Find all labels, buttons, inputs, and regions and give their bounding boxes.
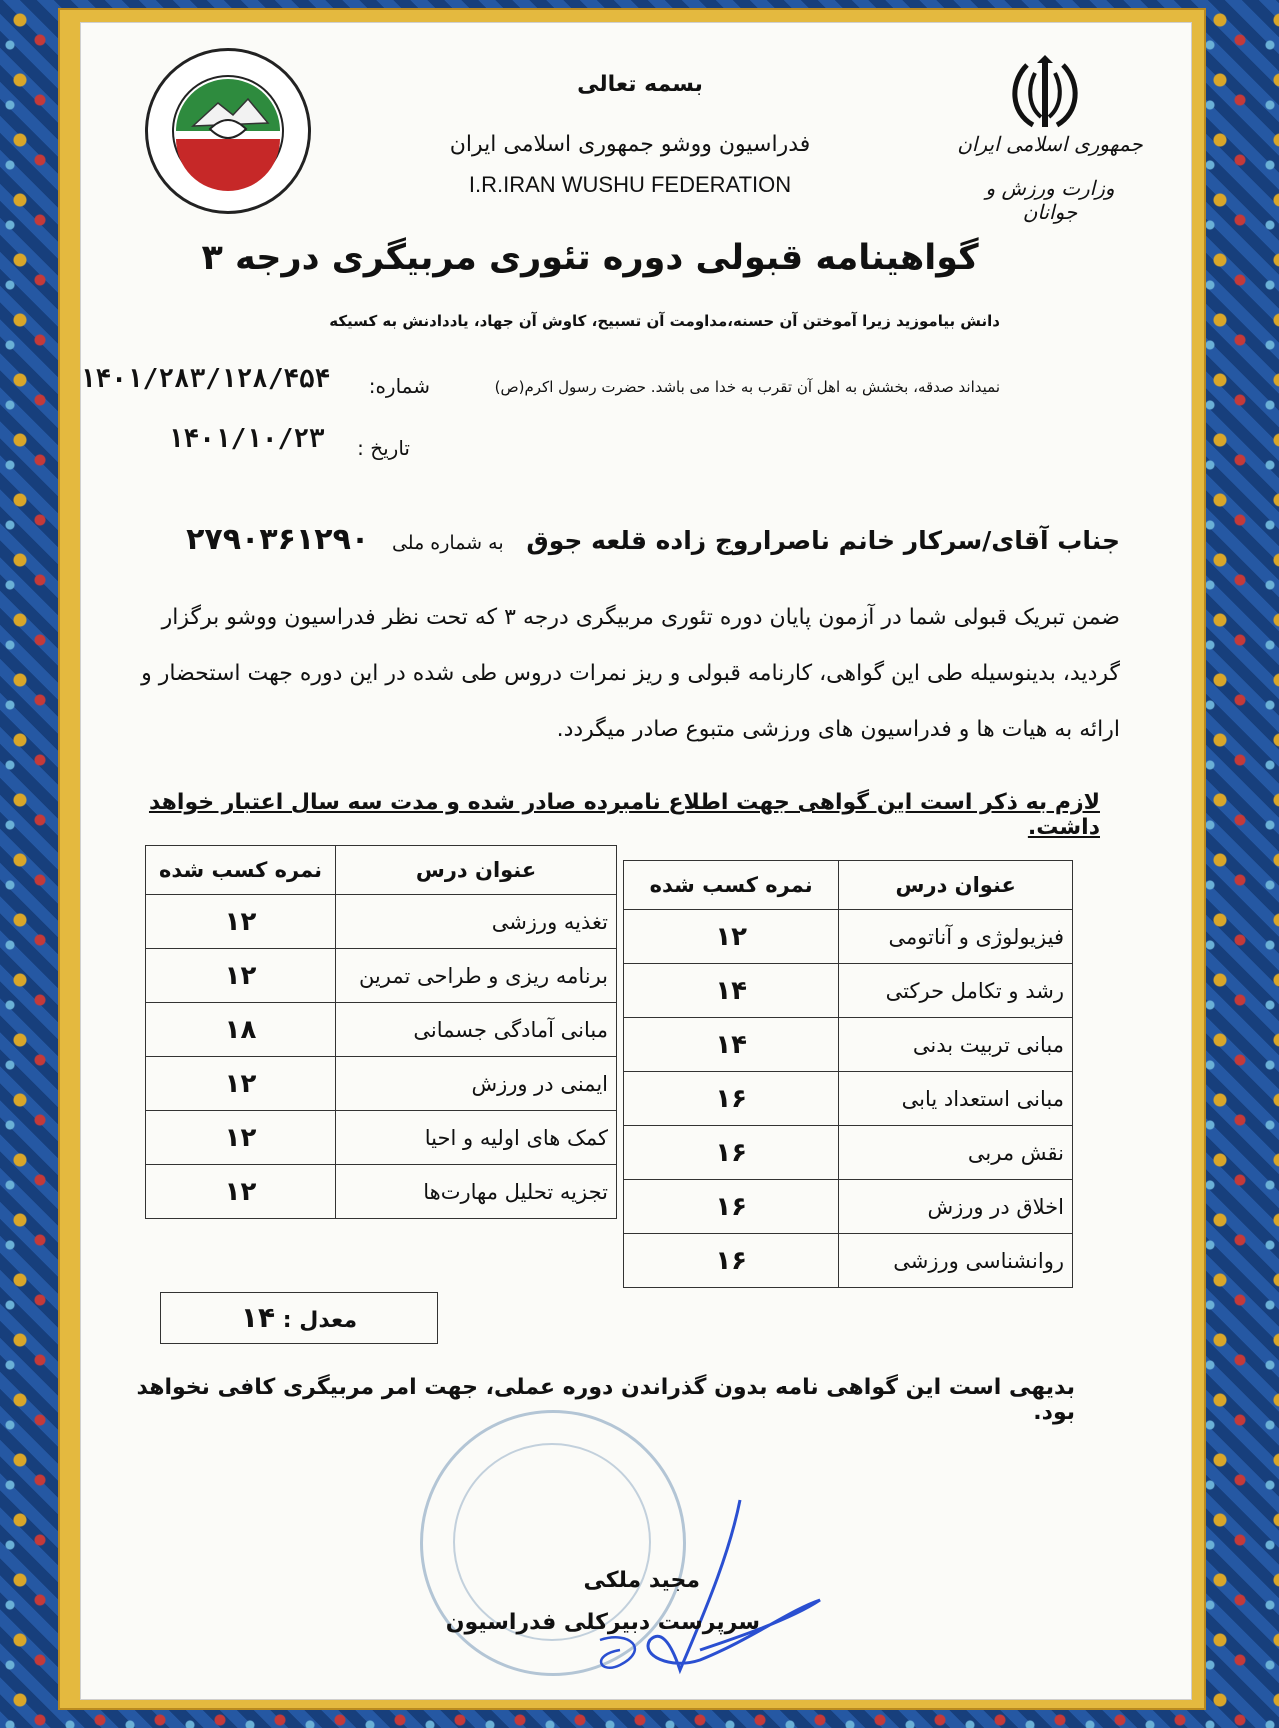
average-value: ۱۴ <box>240 1301 276 1334</box>
course-title: نقش مربی <box>839 1126 1073 1180</box>
ministry-line-2: وزارت ورزش و جوانان <box>985 176 1115 224</box>
certificate-title: گواهینامه قبولی دوره تئوری مربیگری درجه ۳ <box>201 238 979 278</box>
average-box <box>160 1292 438 1344</box>
average-label: معدل : <box>282 1308 358 1333</box>
course-title: مبانی استعداد یابی <box>839 1072 1073 1126</box>
signatory-title: سرپرست دبیرکلی فدراسیون <box>445 1610 760 1635</box>
table-row <box>146 1057 617 1111</box>
grades-table-right <box>623 860 1073 1288</box>
national-id: ۲۷۹۰۳۶۱۲۹۰ <box>186 522 370 557</box>
course-title: تغذیه ورزشی <box>336 895 617 949</box>
number-label: شماره: <box>368 374 430 398</box>
date-label: تاریخ : <box>357 436 410 460</box>
course-title: مبانی آمادگی جسمانی <box>336 1003 617 1057</box>
table-row <box>146 895 617 949</box>
validity-notice: لازم به ذکر است این گواهی جهت اطلاع نامبرده صادر شده و مدت سه سال اعتبار خواهد داشت. <box>148 790 1100 840</box>
table-row <box>146 1165 617 1219</box>
course-title: ایمنی در ورزش <box>336 1057 617 1111</box>
table-row <box>146 1003 617 1057</box>
grades-table-left <box>145 845 617 1219</box>
course-title: تجزیه تحلیل مهارت‌ها <box>336 1165 617 1219</box>
column-header-course: عنوان درس <box>839 861 1073 910</box>
course-score: ۱۲ <box>146 1165 336 1219</box>
course-score: ۱۶ <box>624 1234 839 1288</box>
wushu-federation-logo <box>145 48 311 214</box>
table-row <box>146 949 617 1003</box>
course-title: مبانی تربیت بدنی <box>839 1018 1073 1072</box>
certificate-date: ۱۴۰۱/۱۰/۲۳ <box>168 424 325 454</box>
hadith-line-1: دانش بیاموزید زیرا آموختن آن حسنه،مداومت آن تسبیح، کاوش آن جهاد، یاددادنش به کسیکه <box>329 312 1000 330</box>
course-score: ۱۲ <box>146 949 336 1003</box>
federation-name-fa: فدراسیون ووشو جمهوری اسلامی ایران <box>449 132 811 157</box>
national-id-label: به شماره ملی <box>391 532 504 554</box>
table-row <box>146 1111 617 1165</box>
course-score: ۱۶ <box>624 1126 839 1180</box>
table-row <box>624 964 1073 1018</box>
iran-emblem-icon <box>1005 55 1085 135</box>
course-title: برنامه ریزی و طراحی تمرین <box>336 949 617 1003</box>
column-header-course: عنوان درس <box>336 846 617 895</box>
federation-name-en: I.R.IRAN WUSHU FEDERATION <box>468 172 792 197</box>
table-row <box>624 1180 1073 1234</box>
course-score: ۱۴ <box>624 1018 839 1072</box>
course-score: ۱۲ <box>146 1057 336 1111</box>
table-row <box>624 1018 1073 1072</box>
course-title: اخلاق در ورزش <box>839 1180 1073 1234</box>
column-header-score: نمره کسب شده <box>146 846 336 895</box>
course-title: کمک های اولیه و احیا <box>336 1111 617 1165</box>
course-score: ۱۶ <box>624 1072 839 1126</box>
table-row <box>624 1072 1073 1126</box>
course-score: ۱۸ <box>146 1003 336 1057</box>
recipient-line <box>160 522 1120 557</box>
table-row <box>624 910 1073 964</box>
course-score: ۱۲ <box>624 910 839 964</box>
bismillah: بسمه تعالی <box>577 72 703 97</box>
course-title: رشد و تکامل حرکتی <box>839 964 1073 1018</box>
course-score: ۱۶ <box>624 1180 839 1234</box>
certificate-number: ۱۴۰۱/۲۸۳/۱۲۸/۴۵۴ <box>80 364 331 394</box>
table-row <box>624 1126 1073 1180</box>
course-title: فیزیولوژی و آناتومی <box>839 910 1073 964</box>
ministry-line-1: جمهوری اسلامی ایران <box>957 132 1143 156</box>
column-header-score: نمره کسب شده <box>624 861 839 910</box>
salutation: جناب آقای/سرکار خانم <box>838 526 1120 555</box>
course-title: روانشناسی ورزشی <box>839 1234 1073 1288</box>
hadith-line-2: نمیداند صدقه، بخشش به اهل آن تقرب به خدا می باشد. حضرت رسول اکرم(ص) <box>494 378 1000 396</box>
course-score: ۱۴ <box>624 964 839 1018</box>
signatory-name: مجید ملکی <box>583 1568 700 1593</box>
course-score: ۱۲ <box>146 895 336 949</box>
iran-emblem-logo <box>1005 55 1085 135</box>
table-row <box>624 1234 1073 1288</box>
course-score: ۱۲ <box>146 1111 336 1165</box>
recipient-name: ناصراروج زاده قلعه جوق <box>526 526 830 555</box>
body-paragraph: ضمن تبریک قبولی شما در آزمون پایان دوره تئوری مربیگری درجه ۳ که تحت نظر فدراسیون ووشو برگزار گردید، بدینوسیله طی این گواهی، کارنامه قبولی و ریز نمرات دروس طی شده در این دوره جهت استحضار و ارائه به هیات ها و فدراسیون های ورزشی متبوع صادر میگردد. <box>141 605 1120 742</box>
final-note: بدیهی است این گواهی نامه بدون گذراندن دوره عملی، جهت امر مربیگری کافی نخواهد بود. <box>136 1375 1075 1425</box>
logo-emblem-icon <box>148 51 308 211</box>
